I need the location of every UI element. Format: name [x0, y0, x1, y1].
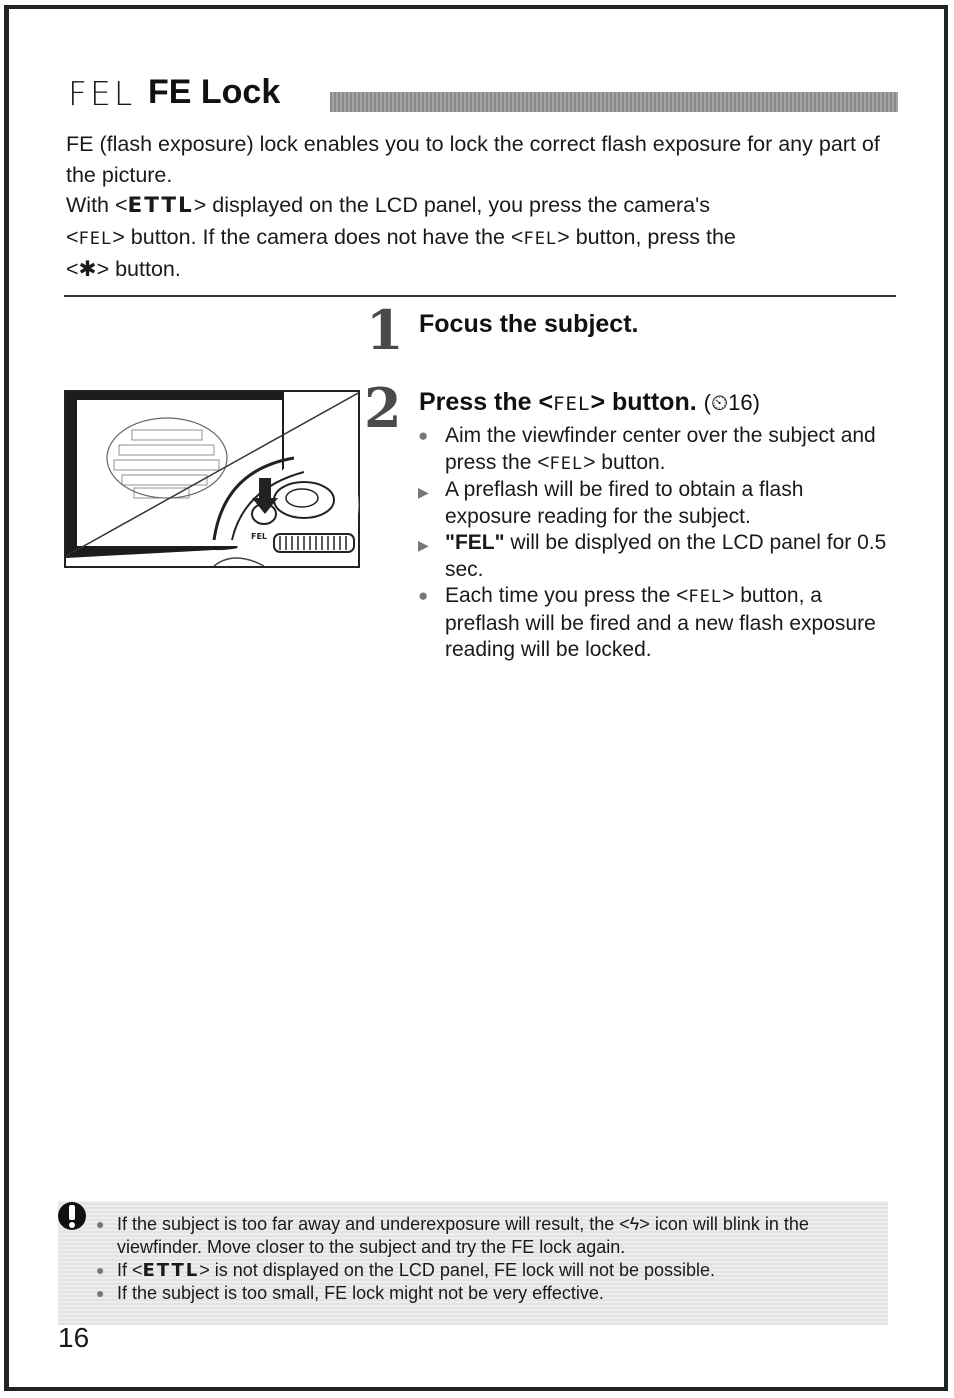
list-item: [96, 1259, 886, 1282]
intro-paragraph-2: [66, 190, 886, 285]
ettl-symbol: ETTL: [142, 1260, 200, 1281]
bullet-icon: ●: [418, 426, 429, 445]
step-1-title: Focus the subject.: [419, 310, 639, 338]
list-item: [418, 583, 888, 664]
triangle-bullet-icon: ▶: [418, 537, 429, 553]
list-item: [418, 423, 888, 477]
step-title-fragment: Press the <: [419, 388, 554, 416]
fel-symbol: FEL: [549, 453, 584, 474]
intro-text-fragment: <: [66, 224, 79, 249]
fel-display-label: "FEL": [445, 531, 505, 554]
intro-text: [66, 129, 886, 285]
step-2-title: [419, 388, 760, 417]
intro-paragraph-1: FE (flash exposure) lock enables you to lock the correct flash exposure for any part of the picture.: [66, 132, 880, 187]
caution-note-text: > is not displayed on the LCD panel, FE lock will not be possible.: [199, 1260, 716, 1280]
title-bar-decoration: [330, 92, 898, 112]
fel-symbol: FEL: [523, 228, 558, 249]
page-number: 16: [58, 1322, 90, 1353]
intro-text-fragment: > displayed on the LCD panel, you press the camera's: [193, 193, 710, 217]
intro-text-fragment: > button. If the camera does not have the <: [112, 224, 524, 249]
caution-note-text: If the subject is too far away and underexposure will result, the <ϟ> icon will blink in the viewfinder. Move closer to the subject and try the FE lock again.: [117, 1214, 809, 1257]
illustration-fel-label: FEL: [251, 532, 268, 541]
ettl-symbol: ETTL: [127, 193, 194, 218]
bullet-icon: ●: [96, 1285, 105, 1301]
triangle-bullet-icon: ▶: [418, 484, 429, 500]
list-item-text: > button, a preflash will be fired and a new flash exposure reading will be locked.: [445, 584, 876, 661]
intro-text-fragment: > button, press the: [557, 224, 736, 249]
bullet-icon: ●: [418, 586, 429, 605]
camera-illustration: [64, 390, 360, 568]
section-header: [68, 68, 898, 116]
page-title: FE Lock: [148, 73, 281, 111]
step-number-1: 1: [366, 298, 404, 362]
list-item-text: Each time you press the <: [445, 584, 689, 607]
camera-fel-button-illustration-icon: [64, 390, 360, 568]
list-item-text: A preflash will be fired to obtain a flash exposure reading for the subject.: [445, 478, 804, 528]
list-item-text: will be displyed on the LCD panel for 0.5 sec.: [445, 531, 887, 581]
caution-notes: [96, 1213, 886, 1305]
list-item-text: > button.: [583, 450, 666, 474]
bullet-icon: ●: [96, 1216, 105, 1232]
list-item: [96, 1282, 886, 1305]
step-number-2: 2: [364, 376, 402, 440]
fel-symbol: FEL: [553, 393, 591, 415]
intro-text-fragment: With <: [66, 193, 128, 217]
page-reference: (⏲16): [703, 390, 760, 415]
step-2-instructions: [418, 423, 888, 664]
list-item-text: Aim the viewfinder center over the subject and press the <: [445, 424, 876, 474]
fel-symbol: FEL: [688, 587, 723, 607]
step-title-fragment: > button.: [590, 388, 697, 416]
list-item: [96, 1213, 886, 1259]
list-item: [418, 477, 888, 530]
fel-symbol: FEL: [78, 228, 113, 249]
fel-symbol: FEL: [68, 74, 136, 113]
list-item: [418, 530, 888, 583]
caution-note-text: If the subject is too small, FE lock might not be very effective.: [117, 1283, 604, 1303]
bullet-icon: ●: [96, 1262, 105, 1278]
section-divider: [64, 295, 896, 297]
caution-icon: [56, 1199, 90, 1233]
caution-note-text: If <: [117, 1260, 143, 1280]
intro-text-fragment: <✱> button.: [66, 257, 181, 281]
